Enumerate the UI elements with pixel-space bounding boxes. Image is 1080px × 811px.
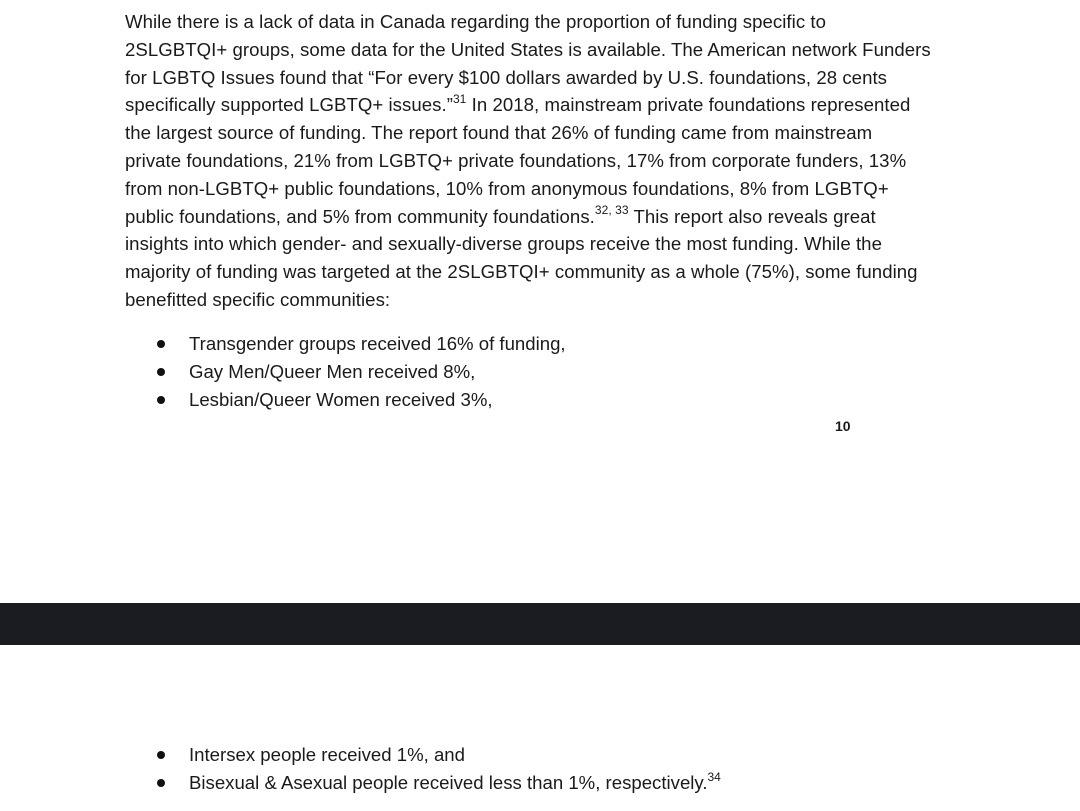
bullet-icon: [157, 396, 165, 404]
paragraph-line: private foundations, 21% from LGBTQ+ private foundations, 17% from corporate funders, 13%: [125, 149, 907, 171]
paragraph-line: for LGBTQ Issues found that “For every $100 dollars awarded by U.S. foundations, 28 cents: [125, 66, 888, 88]
bullet-icon: [157, 751, 165, 759]
page-separator: [0, 603, 1080, 645]
list-item-text: Lesbian/Queer Women received 3%,: [189, 389, 493, 410]
bullet-icon: [157, 340, 165, 348]
page-number: 10: [835, 418, 851, 434]
paragraph-line: benefitted specific communities:: [125, 288, 391, 310]
bullet-icon: [157, 368, 165, 376]
paragraph-line: insights into which gender- and sexually-diverse groups receive the most funding. While the: [125, 233, 882, 255]
list-item: [0, 386, 566, 414]
body-paragraph: [125, 8, 960, 314]
paragraph-text: This report also reveals great: [628, 205, 876, 227]
list-item-text: Bisexual & Asexual people received less than 1%, respectively.: [189, 772, 708, 793]
bullet-list-continued: [0, 741, 721, 797]
list-item: [0, 741, 721, 769]
paragraph-line: [125, 203, 960, 231]
list-item: [0, 330, 566, 358]
paragraph-text: public foundations, and 5% from community foundations.: [125, 205, 595, 227]
footnote-ref-32-33: 32, 33: [594, 203, 629, 218]
paragraph-line: [125, 91, 960, 119]
paragraph-text: In 2018, mainstream private foundations represented: [466, 94, 911, 116]
bullet-list: [0, 330, 566, 414]
paragraph-line: the largest source of funding. The report found that 26% of funding came from mainstream: [125, 122, 873, 144]
paragraph-text: specifically supported LGBTQ+ issues.”: [125, 94, 453, 116]
list-item: [0, 769, 721, 797]
paragraph-line: from non-LGBTQ+ public foundations, 10% from anonymous foundations, 8% from LGBTQ+: [125, 177, 889, 199]
paragraph-line: While there is a lack of data in Canada regarding the proportion of funding specific to: [125, 11, 826, 32]
footnote-ref-31: 31: [452, 92, 467, 107]
paragraph-line: majority of funding was targeted at the 2SLGBTQI+ community as a whole (75%), some funding: [125, 261, 918, 283]
footnote-ref-34: 34: [707, 769, 721, 784]
bullet-icon: [157, 779, 165, 787]
list-item-text: Gay Men/Queer Men received 8%,: [189, 361, 476, 382]
paragraph-line: 2SLGBTQI+ groups, some data for the United States is available. The American network Funders: [125, 38, 931, 60]
list-item-text: Transgender groups received 16% of funding,: [189, 333, 566, 354]
list-item-text: Intersex people received 1%, and: [189, 744, 465, 765]
list-item: [0, 358, 566, 386]
